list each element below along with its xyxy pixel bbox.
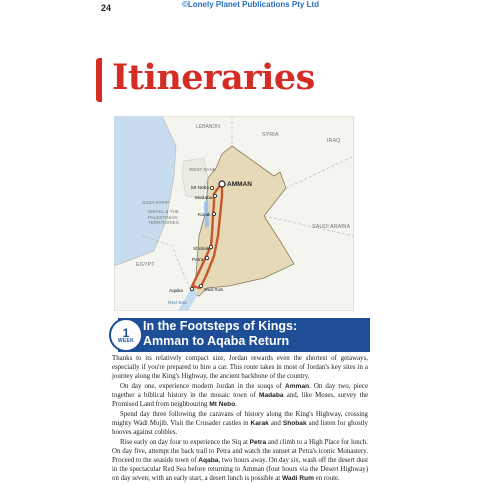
town-marker-aqaba [190,287,193,290]
itinerary-title [143,319,297,349]
itinerary-paragraph [112,354,368,381]
label-red-sea: Red Sea [168,301,187,306]
place-name: Petra [249,439,267,446]
paragraph-text: Rise early on day four to experience the Siq at [120,439,250,446]
label-egypt: EGYPT [136,262,155,268]
label-israel: ISRAEL & THE PALESTINIAN TERRITORIES [148,209,179,225]
itinerary-paragraph [112,410,368,437]
label-west-bank [189,167,217,172]
itinerary-title-line-2: Amman to Aqaba Return [143,334,290,348]
town-marker-shobak [209,245,212,248]
label-saudi-arabia: SAUDI ARABIA [312,224,351,230]
paragraph-text: en route. [313,475,340,482]
place-name: Aqaba [198,457,219,464]
paragraph-text: On day one, experience modern Jordan in the souqs of [120,383,285,390]
label-west-bank-text: WEST BANK [189,167,216,172]
label-iraq: IRAQ [327,138,341,144]
paragraph-text: . [235,401,237,408]
duration-badge [109,318,143,352]
itinerary-title-line-1: In the Footsteps of Kings: [143,319,298,333]
route-map [114,116,354,311]
page-title: Itineraries [112,57,315,98]
town-marker-madaba [213,194,216,197]
town-label-aqaba: Aqaba [169,289,183,294]
label-syria: SYRIA [262,132,279,138]
town-marker-petra [205,256,208,259]
town-label-karak: Karak [198,213,211,218]
town-label-madaba: Madaba [195,196,213,201]
page-number: 24 [101,3,112,13]
place-name: Karak [250,420,269,427]
town-label-petra: Petra [192,258,204,263]
place-name: Mt Nebo [209,401,236,408]
itinerary-paragraph [112,382,368,409]
paragraph-text: and climb to a High Place for lunch. On day five, attempt the back trail to Petra and watch the sunset at Petra's iconic Monastery. Proceed to the seaside town of [112,439,368,464]
paragraph-text: . On day two, piece together a biblical history in the mosaic town of [112,383,368,399]
chapter-tab [96,58,102,102]
place-name: Wadi Rum [281,475,314,482]
town-marker-karak [212,212,215,215]
town-label-wadi-rum: Wadi Rum [204,287,224,292]
label-gaza-strip: GAZA STRIP [142,200,170,205]
town-marker-wadi-rum [199,284,202,287]
paragraph-text: Spend day three following the caravans of history along the King's Highway, crossing mighty Wadi Mujib. Visit the Crusader castles in [112,411,368,427]
town-label-amman: AMMAN [227,181,252,188]
place-name: Shobak [282,420,307,427]
paragraph-text: , two hours away. On day six, wash off the desert dust in the spectacular Red Sea before returning to Amman (four hours via the Desert Highway) on day seven; with an early start, a desert lunch is possible at [112,457,368,482]
town-marker-mt-nebo [210,186,213,189]
paragraph-text: and, like Moses, survey the Promised Land from neighbouring [112,392,369,408]
place-name: Madaba [258,392,284,399]
paragraph-text: and listen for ghostly hooves against cobbles. [112,420,368,436]
itinerary-body [112,354,368,484]
paragraph-text: and [268,420,283,427]
place-name: Amman [284,383,310,390]
duration-number: 1 [122,325,130,340]
town-label-mt-nebo: Mt Nebo [191,186,210,191]
copyright-notice: ©Lonely Planet Publications Pty Ltd [182,0,320,9]
paragraph-text: Thanks to its relatively compact size, Jordan rewards even the shortest of getaways, especially if you're prepared to hire a car. This route takes in most of Jordan's key sites in a journey along the King's Highway, the ancient backbone of the country. [112,355,368,380]
itinerary-paragraph [112,438,368,483]
label-lebanon: LEBANON [196,124,220,130]
town-marker-amman [219,181,225,187]
town-label-shobak: Shobak [193,247,210,252]
duration-unit: WEEK [117,337,135,344]
